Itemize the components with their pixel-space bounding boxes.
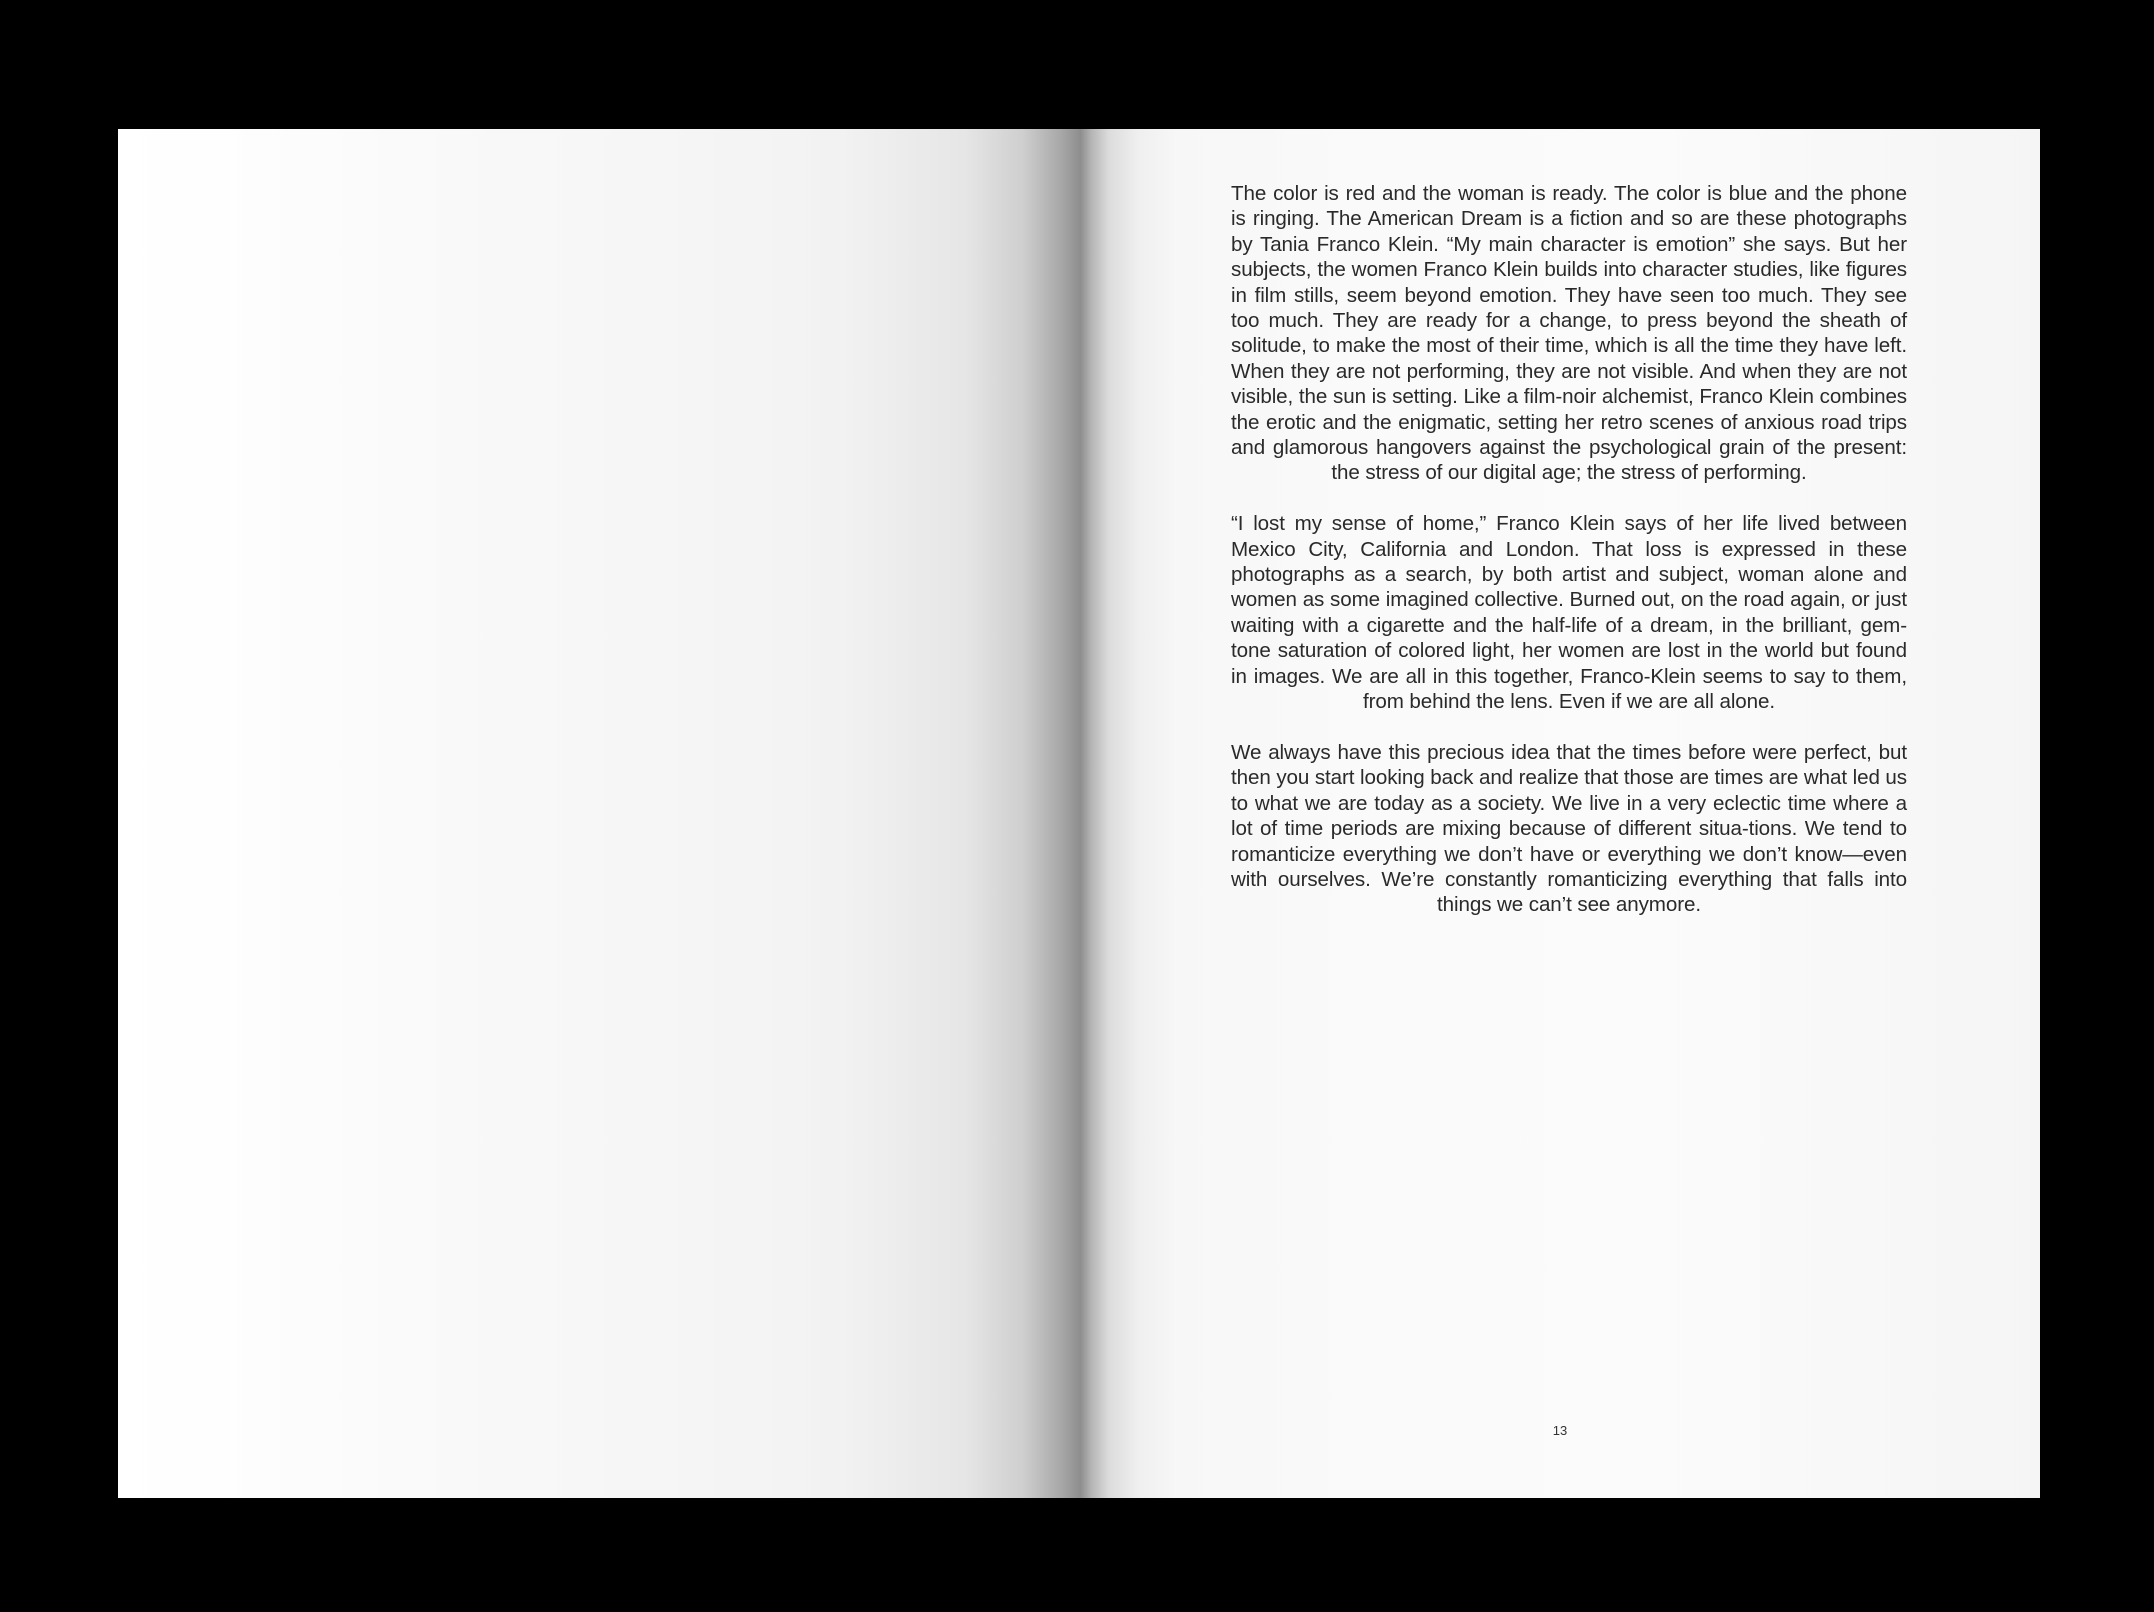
paragraph-2: “I lost my sense of home,” Franco Klein says of her life lived between Mexico City, California and London. That loss is expressed in these photographs as a search, by both artist and subject, woman alone and women as some imagined collective. Burned out, on the road again, or just waiting with a cigarette and the half-life of a dream, in the brilliant, gem-tone saturation of colored light, her women are lost in the world but found in images. We are all in this together, Franco-Klein seems to say to them, from behind the lens. Even if we are all alone.: [1231, 512, 1907, 714]
body-text: [1231, 181, 1907, 943]
book-spread: [118, 129, 2040, 1498]
paragraph-3: We always have this precious idea that the times before were perfect, but then you start looking back and realize that those are times are what led us to what we are today as a society. We live in a very eclectic time where a lot of time periods are mixing because of different situa-tions. We tend to romanticize everything we don’t have or everything we don’t know—even with ourselves. We’re constantly romanticizing everything that falls into things we can’t see anymore.: [1231, 740, 1907, 917]
paragraph-1: The color is red and the woman is ready. The color is blue and the phone is ringing. The American Dream is a fiction and so are these photographs by Tania Franco Klein. “My main character is emotion” she says. But her subjects, the women Franco Klein builds into character studies, like figures in film stills, seem beyond emotion. They have seen too much. They see too much. They are ready for a change, to press beyond the sheath of solitude, to make the most of their time, which is all the time they have left. When they are not performing, they are not visible. And when they are not visible, the sun is setting. Like a film-noir alchemist, Franco Klein combines the erotic and the enigmatic, setting her retro scenes of anxious road trips and glamorous hangovers against the psychological grain of the present: the stress of our digital age; the stress of performing.: [1231, 182, 1907, 485]
page-number: 13: [1552, 1423, 1568, 1438]
left-page: [118, 129, 1080, 1498]
right-page: [1080, 129, 2040, 1498]
